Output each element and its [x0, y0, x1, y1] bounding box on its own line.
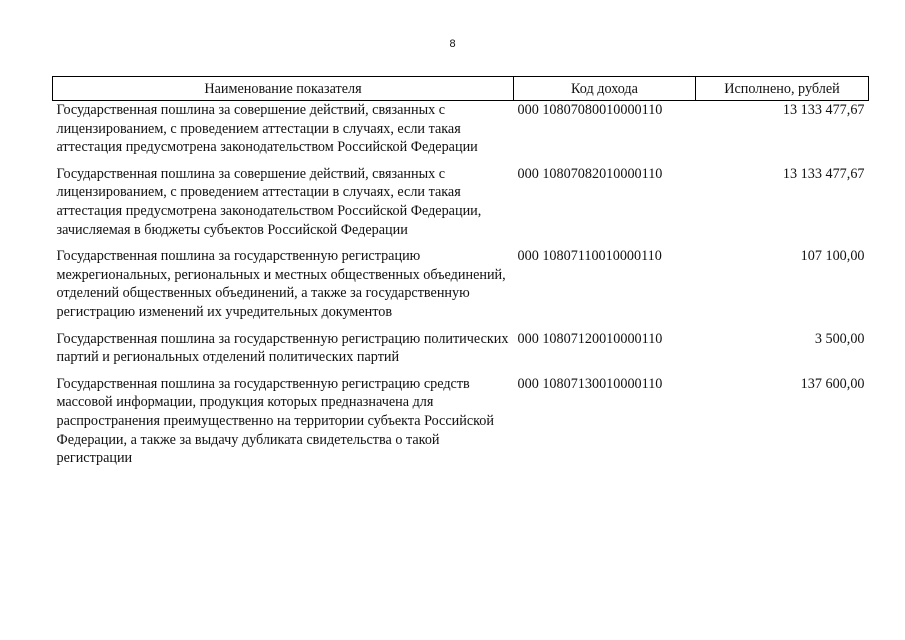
revenue-code: 000 10807110010000110: [517, 248, 662, 265]
executed-amount: 107 100,00: [800, 248, 865, 265]
indicator-name: Государственная пошлина за государственную регистрацию межрегиональных, региональных и местных общественных объединений, отделений общественных объединений, а также за государственную регистрацию изменений их учредительных документов: [56, 248, 506, 320]
page-number: 8: [449, 38, 456, 50]
column-header-code: Код дохода: [514, 77, 696, 101]
executed-amount: 3 500,00: [814, 330, 865, 347]
table-header-row: [53, 77, 869, 101]
indicator-name: Государственная пошлина за государственную регистрацию средств массовой информации, продукция которых предназначена для распространения преимущественно на территории субъекта Российской Федерации, а также за выдачу дубликата свидетельства о такой регистрации: [56, 375, 494, 467]
revenue-code: 000 10807080010000110: [517, 102, 663, 118]
table-row: [53, 165, 869, 247]
executed-amount: 13 133 477,67: [782, 102, 865, 118]
indicator-name: Государственная пошлина за совершение действий, связанных с лицензированием, с проведением аттестации в случаях, если такая аттестация предусмотрена законодательством Российской Федерации, зачисляемая в бюджеты субъектов Российской Федерации: [56, 165, 482, 238]
revenue-table: [52, 76, 869, 476]
table-row: [53, 247, 869, 329]
executed-amount: 13 133 477,67: [782, 165, 865, 182]
indicator-name: Государственная пошлина за совершение действий, связанных с лицензированием, с проведением аттестации в случаях, если такая аттестация предусмотрена законодательством Российской Федерации: [56, 102, 478, 156]
table-row: [53, 101, 869, 165]
indicator-name: Государственная пошлина за государственную регистрацию политических партий и региональных отделений политических партий: [56, 330, 509, 366]
column-header-amount: Исполнено, рублей: [696, 77, 869, 101]
revenue-code: 000 10807130010000110: [517, 375, 663, 392]
revenue-code: 000 10807120010000110: [517, 330, 663, 347]
revenue-code: 000 10807082010000110: [517, 165, 663, 182]
column-header-name: Наименование показателя: [53, 77, 514, 101]
executed-amount: 137 600,00: [800, 375, 865, 392]
table-row: [53, 375, 869, 476]
table-row: [53, 330, 869, 375]
